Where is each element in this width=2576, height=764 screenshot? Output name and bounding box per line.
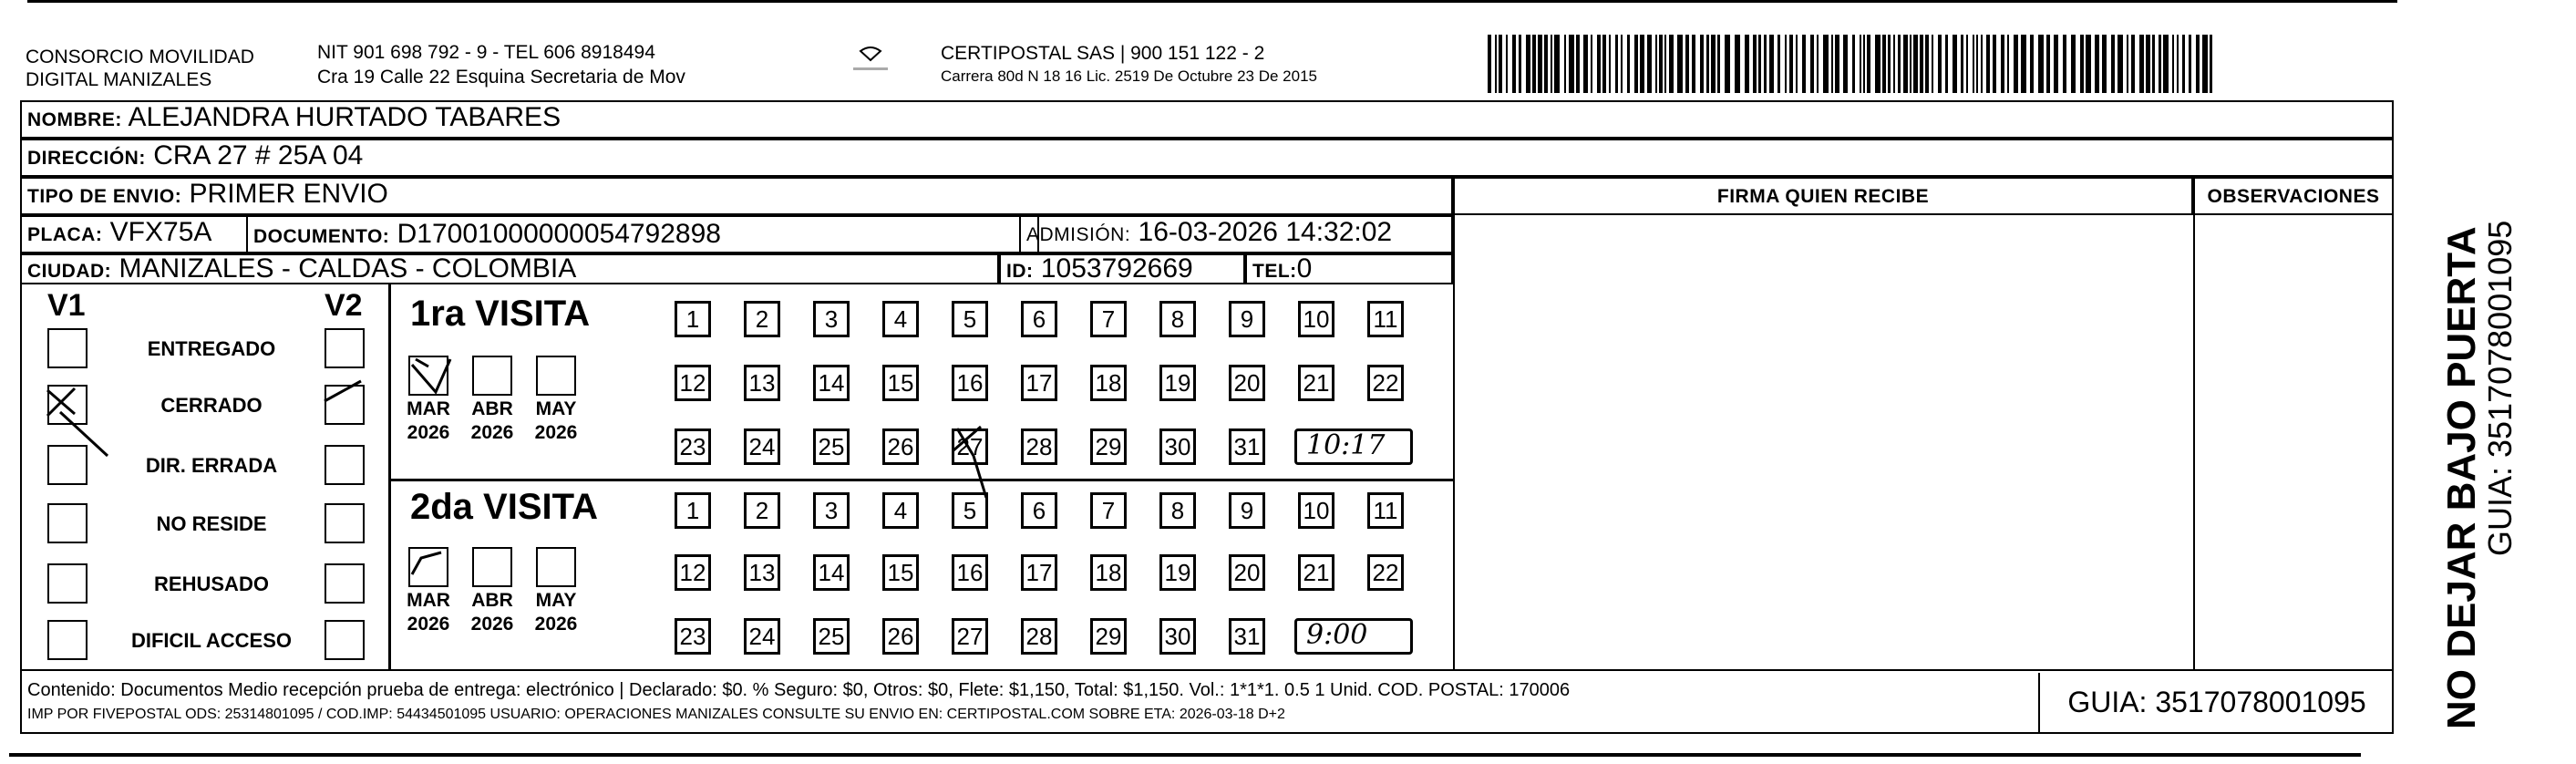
first-visit-day[interactable]: 16	[952, 365, 988, 401]
second-visit-day[interactable]: 23	[675, 618, 711, 655]
side-notice	[2397, 100, 2571, 734]
second-visit-day[interactable]: 2	[744, 492, 780, 529]
second-visit-day[interactable]: 1	[675, 492, 711, 529]
status-label: DIFICIL ACCESO	[130, 629, 292, 652]
first-visit-day[interactable]: 7	[1090, 301, 1127, 337]
first-visit-day[interactable]: 1	[675, 301, 711, 337]
status-label: REHUSADO	[154, 573, 269, 595]
v1-header: V1	[47, 288, 86, 323]
tipo-label: TIPO DE ENVIO:	[27, 186, 182, 207]
first-visit-day[interactable]: 26	[882, 428, 919, 465]
first-visit-day[interactable]: 31	[1229, 428, 1265, 465]
first-visit-day[interactable]: 3	[813, 301, 850, 337]
side-notice-text: NO DEJAR BAJO PUERTA	[2439, 226, 2484, 729]
footer-content	[27, 680, 2033, 723]
second-visit-day[interactable]: 17	[1021, 554, 1057, 591]
second-visit-day[interactable]: 30	[1159, 618, 1196, 655]
mar-second-check	[412, 552, 441, 574]
second-visit-day[interactable]: 31	[1229, 618, 1265, 655]
second-visit-day[interactable]: 5	[952, 492, 988, 529]
v2-header: V2	[325, 288, 363, 323]
first-visit-day[interactable]: 8	[1159, 301, 1196, 337]
admision-value: 16-03-2026 14:32:02	[1138, 217, 1393, 247]
second-visit-day[interactable]: 10	[1298, 492, 1334, 529]
tel-label: TEL:	[1252, 261, 1297, 282]
status-label: ENTREGADO	[147, 337, 276, 360]
second-visit-day[interactable]: 19	[1159, 554, 1196, 591]
second-visit-day[interactable]: 13	[744, 554, 780, 591]
placa-label: PLACA:	[27, 224, 103, 245]
first-visit-day[interactable]: 12	[675, 365, 711, 401]
first-visit-day[interactable]: 6	[1021, 301, 1057, 337]
first-visit-day[interactable]: 5	[952, 301, 988, 337]
second-visit-day[interactable]: 24	[744, 618, 780, 655]
direccion-value: CRA 27 # 25A 04	[153, 140, 364, 170]
observaciones-label: OBSERVACIONES	[2207, 186, 2380, 207]
first-visit-day[interactable]: 29	[1090, 428, 1127, 465]
first-visit-day[interactable]: 20	[1229, 365, 1265, 401]
second-visit-day[interactable]: 9	[1229, 492, 1265, 529]
tel-value: 0	[1296, 253, 1313, 284]
company-line-1: CONSORCIO MOVILIDAD	[26, 46, 254, 67]
second-visit-day[interactable]: 28	[1021, 618, 1057, 655]
second-visit-day[interactable]: 22	[1367, 554, 1404, 591]
month-name: MAR	[407, 590, 450, 611]
company-line-2: DIGITAL MANIZALES	[26, 69, 212, 90]
second-visit-day[interactable]: 26	[882, 618, 919, 655]
first-visit-day[interactable]: 23	[675, 428, 711, 465]
second-visit-day[interactable]: 21	[1298, 554, 1334, 591]
second-visit-day[interactable]: 11	[1367, 492, 1404, 529]
ciudad-label: CIUDAD:	[27, 261, 112, 282]
carrier-line-2: Carrera 80d N 18 16 Lic. 2519 De Octubre 23 De 2015	[941, 67, 1317, 85]
second-visit-day[interactable]: 18	[1090, 554, 1127, 591]
first-visit-day[interactable]: 25	[813, 428, 850, 465]
firma-label: FIRMA QUIEN RECIBE	[1716, 186, 1930, 207]
placa-value: VFX75A	[109, 217, 212, 247]
first-visit-day[interactable]: 21	[1298, 365, 1334, 401]
tipo-value: PRIMER ENVIO	[189, 179, 388, 209]
ciudad-value: MANIZALES - CALDAS - COLOMBIA	[118, 253, 577, 284]
second-visit-day[interactable]: 3	[813, 492, 850, 529]
second-visit-day[interactable]: 27	[952, 618, 988, 655]
id-value: 1053792669	[1040, 253, 1193, 284]
first-visit-day[interactable]: 17	[1021, 365, 1057, 401]
first-visit-day[interactable]: 19	[1159, 365, 1196, 401]
first-time-handwritten: 10:17	[1306, 429, 1386, 461]
second-time-handwritten: 9:00	[1306, 619, 1368, 651]
second-visit-day[interactable]: 6	[1021, 492, 1057, 529]
bottom-rule	[9, 753, 2361, 757]
second-visit-day[interactable]: 8	[1159, 492, 1196, 529]
second-visit-day[interactable]: 29	[1090, 618, 1127, 655]
first-visit-day[interactable]: 14	[813, 365, 850, 401]
first-visit-day[interactable]: 28	[1021, 428, 1057, 465]
first-visit-day[interactable]: 4	[882, 301, 919, 337]
first-visit-day[interactable]: 18	[1090, 365, 1127, 401]
month-year: 2026	[534, 614, 578, 635]
nombre-label: NOMBRE:	[27, 109, 122, 130]
month-year: 2026	[470, 614, 514, 635]
nombre-value: ALEJANDRA HURTADO TABARES	[128, 102, 562, 132]
second-visit-day[interactable]: 16	[952, 554, 988, 591]
carrier-line-1: CERTIPOSTAL SAS | 900 151 122 - 2	[941, 43, 1265, 64]
second-visit-title: 2da VISITA	[410, 487, 598, 527]
second-visit-day[interactable]: 15	[882, 554, 919, 591]
status-label: CERRADO	[160, 394, 263, 417]
nit-line-2: Cra 19 Calle 22 Esquina Secretaria de Mov	[317, 67, 685, 88]
first-visit-day[interactable]: 2	[744, 301, 780, 337]
first-visit-day[interactable]: 10	[1298, 301, 1334, 337]
month-name: MAY	[535, 590, 577, 611]
admision-label: ADMISIÓN:	[1026, 224, 1131, 245]
nit-line-1: NIT 901 698 792 - 9 - TEL 606 8918494	[317, 42, 655, 63]
month-year: 2026	[470, 422, 514, 443]
month-name: ABR	[471, 398, 513, 419]
id-label: ID:	[1006, 261, 1034, 282]
month-year: 2026	[407, 614, 450, 635]
documento-value: D17001000000054792898	[397, 219, 721, 249]
first-visit-day[interactable]: 9	[1229, 301, 1265, 337]
first-visit-title: 1ra VISITA	[410, 294, 591, 334]
first-visit-day[interactable]: 22	[1367, 365, 1404, 401]
day-27-mark	[953, 427, 986, 498]
footer-line-1: Contenido: Documentos Medio recepción prueba de entrega: electrónico | Declarado: $0. % Seguro: $0, Otros: $0, Flete: $1,150, Total: $1,150. Vol.: 1*1*1. 0.5 1 Unid. COD. POSTAL: 170006	[27, 680, 1571, 700]
month-year: 2026	[534, 422, 578, 443]
second-visit-day[interactable]: 20	[1229, 554, 1265, 591]
second-visit-day[interactable]: 14	[813, 554, 850, 591]
footer-guia-box	[2038, 673, 2394, 733]
first-visit-day[interactable]: 24	[744, 428, 780, 465]
first-visit-day[interactable]: 27	[952, 428, 988, 465]
direccion-label: DIRECCIÓN:	[27, 148, 146, 169]
status-label: NO RESIDE	[156, 512, 267, 535]
footer-line-2: IMP POR FIVEPOSTAL ODS: 25314801095 / COD.IMP: 54434501095 USUARIO: OPERACIONES MANIZALES CONSULTE SU ENVIO EN: CERTIPOSTAL.COM SOBRE ETA: 2026-03-18 D+2	[27, 707, 1285, 722]
month-year: 2026	[407, 422, 450, 443]
status-label: DIR. ERRADA	[145, 454, 278, 477]
v1-cerrado-check	[47, 388, 108, 456]
month-name: MAR	[407, 398, 450, 419]
documento-label: DOCUMENTO:	[253, 226, 390, 247]
second-visit-day[interactable]: 12	[675, 554, 711, 591]
side-guia-text: GUIA: 3517078001095	[2481, 220, 2519, 556]
second-visit-day[interactable]: 25	[813, 618, 850, 655]
footer-guia: GUIA: 3517078001095	[2067, 686, 2366, 718]
first-visit-day[interactable]: 15	[882, 365, 919, 401]
second-visit-day[interactable]: 4	[882, 492, 919, 529]
month-name: MAY	[535, 398, 577, 419]
month-name: ABR	[471, 590, 513, 611]
second-visit-day[interactable]: 7	[1090, 492, 1127, 529]
v2-cerrado-check	[325, 381, 361, 401]
mar-first-check	[412, 359, 450, 392]
first-visit-day[interactable]: 11	[1367, 301, 1404, 337]
first-visit-day[interactable]: 13	[744, 365, 780, 401]
first-visit-day[interactable]: 30	[1159, 428, 1196, 465]
